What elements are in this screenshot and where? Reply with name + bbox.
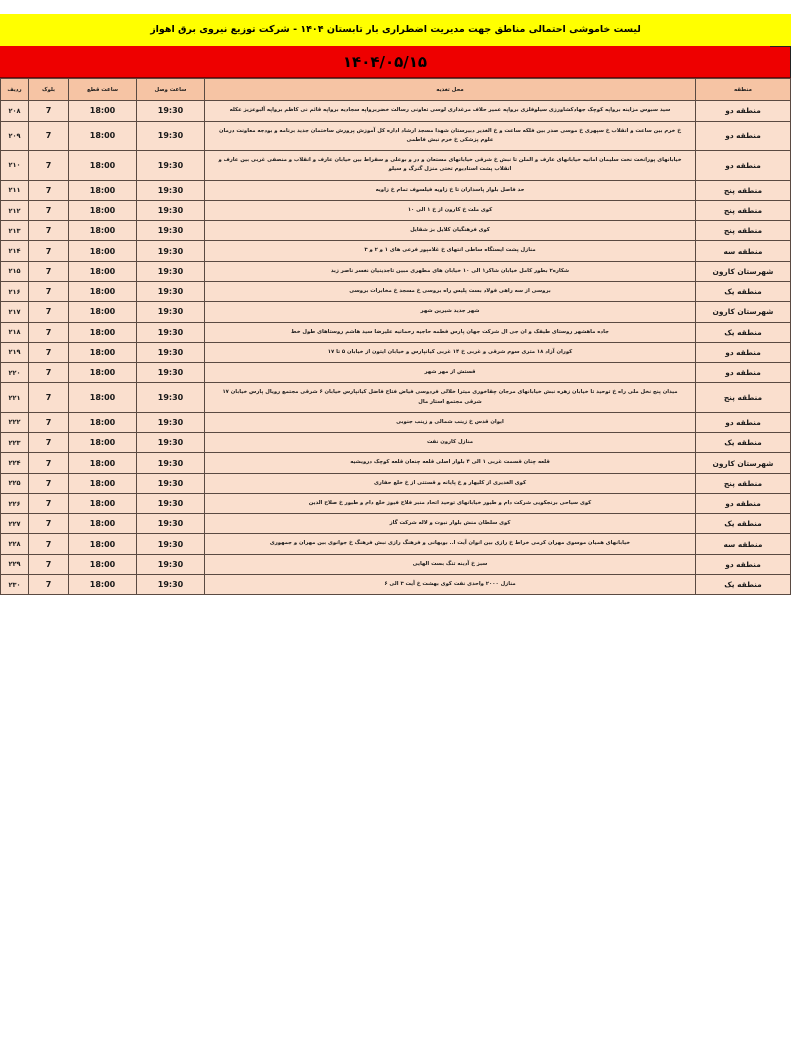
cell-region: منطقه یک <box>696 514 791 534</box>
table-row <box>1 261 791 281</box>
cell-row-number: ۲۳۰ <box>1 574 29 594</box>
cell-row-number: ۲۱۰ <box>1 151 29 181</box>
cell-region: منطقه دو <box>696 412 791 432</box>
cell-row-number: ۲۲۱ <box>1 383 29 413</box>
cell-row-number: ۲۲۹ <box>1 554 29 574</box>
cell-off-time: 18:00 <box>69 493 137 513</box>
cell-block: 7 <box>29 363 69 383</box>
cell-off-time: 18:00 <box>69 322 137 342</box>
column-header-on-time: ساعت وصل <box>137 79 205 101</box>
cell-row-number: ۲۲۸ <box>1 534 29 554</box>
cell-feed-location: خیابانهای همیان موسوی مهران کرمی خراط خ رازی بین انوان آیت ا.. بوبهانی و فرهنگ رازی نبش فرهنگ خ جوانوی بین مهران و جمهوری <box>205 534 696 554</box>
cell-on-time: 19:30 <box>137 200 205 220</box>
cell-region: منطقه یک <box>696 574 791 594</box>
cell-row-number: ۲۲۳ <box>1 433 29 453</box>
table-row <box>1 221 791 241</box>
cell-off-time: 18:00 <box>69 453 137 473</box>
table-row <box>1 282 791 302</box>
cell-feed-location: میدان پنج نخل ملی راه خ توحید تا خیابان زهره نبش خیابانهای مرجان چقاخوری میترا خلالی فردوسی فیاض فتاح فاضل کیانپارس خیابان ۶ شرقی مجتمع رویال پارس خیابان ۱۷ شرقی مجتمع استار مال <box>205 383 696 413</box>
table-row <box>1 241 791 261</box>
cell-region: شهرستان کارون <box>696 261 791 281</box>
cell-off-time: 18:00 <box>69 363 137 383</box>
cell-off-time: 18:00 <box>69 383 137 413</box>
cell-off-time: 18:00 <box>69 342 137 362</box>
cell-feed-location: خ خرم بین ساعت و انقلاب خ سپهری خ موسی صدر بین فلکه ساعت و خ الغدیر دبیرستان شهدا مسجد ارشاد اداره کل آموزش پرورش ساختمان جدید برنامه و بودجه معاونت درمان علوم پزشکی خ خرم نبش فاطمی <box>205 121 696 151</box>
cell-feed-location: حد فاصل بلوار پاسداران تا خ زاویه فیلسوف تمام خ زاویه <box>205 180 696 200</box>
cell-block: 7 <box>29 383 69 413</box>
cell-on-time: 19:30 <box>137 554 205 574</box>
column-header-feed-location: محل تغذیه <box>205 79 696 101</box>
cell-row-number: ۲۲۶ <box>1 493 29 513</box>
table-row <box>1 121 791 151</box>
cell-on-time: 19:30 <box>137 151 205 181</box>
table-row <box>1 453 791 473</box>
table-header-row <box>1 79 791 101</box>
table-row <box>1 433 791 453</box>
date-banner-row <box>0 46 791 78</box>
cell-feed-location: قلعه چنان قسمت غربی ۱ الی ۴ بلوار اصلی قلعه چنعان قلعه کوچک درویشیه <box>205 453 696 473</box>
cell-on-time: 19:30 <box>137 101 205 121</box>
cell-feed-location: کوی سیاحی برنجکویی شرکت دام و طیور خیابانهای توحید اتحاد منبر فلاح فیوز خلع دام و طیور خ صلاح الدین <box>205 493 696 513</box>
cell-on-time: 19:30 <box>137 363 205 383</box>
cell-row-number: ۲۲۴ <box>1 453 29 473</box>
date-banner-cap <box>770 46 791 78</box>
cell-block: 7 <box>29 473 69 493</box>
cell-on-time: 19:30 <box>137 221 205 241</box>
cell-on-time: 19:30 <box>137 433 205 453</box>
cell-region: منطقه پنج <box>696 473 791 493</box>
cell-feed-location: کوران آزاد ۱۸ متری سوم شرقی و غربی خ ۱۴ غربی کیانپارس و خیابان ایتون از خیابان ۵ تا ۱۷ <box>205 342 696 362</box>
table-row <box>1 151 791 181</box>
cell-block: 7 <box>29 433 69 453</box>
table-row <box>1 302 791 322</box>
cell-off-time: 18:00 <box>69 101 137 121</box>
cell-on-time: 19:30 <box>137 534 205 554</box>
cell-off-time: 18:00 <box>69 534 137 554</box>
cell-region: منطقه پنج <box>696 221 791 241</box>
cell-block: 7 <box>29 221 69 241</box>
cell-region: منطقه پنج <box>696 383 791 413</box>
cell-on-time: 19:30 <box>137 322 205 342</box>
cell-region: منطقه دو <box>696 342 791 362</box>
cell-row-number: ۲۱۴ <box>1 241 29 261</box>
cell-feed-location: ایوان قدس خ زینب شمالی و زینب جنوبی <box>205 412 696 432</box>
cell-row-number: ۲۱۸ <box>1 322 29 342</box>
cell-block: 7 <box>29 412 69 432</box>
table-row <box>1 342 791 362</box>
table-row <box>1 514 791 534</box>
schedule-date: ۱۴۰۴/۰۵/۱۵ <box>0 46 770 78</box>
cell-block: 7 <box>29 302 69 322</box>
cell-off-time: 18:00 <box>69 221 137 241</box>
page-title-banner: لیست خاموشی احتمالی مناطق جهت مدیریت اضطراری بار تابستان ۱۴۰۴ - شرکت توزیع نیروی برق اهواز <box>0 14 791 46</box>
table-row <box>1 554 791 574</box>
cell-feed-location: جاده ماهشهر روستای طیفک و ان جی ال شرکت جهان پارس فطمه حاجیه رحمانیه علیرضا سید هاشم روستاهای طول خط <box>205 322 696 342</box>
cell-feed-location: منازل کارون نفت <box>205 433 696 453</box>
column-header-row-number: ردیف <box>1 79 29 101</box>
cell-row-number: ۲۱۶ <box>1 282 29 302</box>
cell-off-time: 18:00 <box>69 200 137 220</box>
cell-off-time: 18:00 <box>69 241 137 261</box>
cell-on-time: 19:30 <box>137 342 205 362</box>
cell-feed-location: منازل پشت ایستگاه ساطی انتهای خ غلامپور فرعی های ۱ و ۲ و ۳ <box>205 241 696 261</box>
cell-on-time: 19:30 <box>137 282 205 302</box>
cell-block: 7 <box>29 261 69 281</box>
cell-feed-location: قستش از مهر شهر <box>205 363 696 383</box>
cell-region: منطقه یک <box>696 282 791 302</box>
cell-block: 7 <box>29 342 69 362</box>
cell-on-time: 19:30 <box>137 302 205 322</box>
cell-block: 7 <box>29 180 69 200</box>
cell-on-time: 19:30 <box>137 241 205 261</box>
cell-region: منطقه سه <box>696 534 791 554</box>
cell-feed-location: کوی فرهنگیان کلایل بز شقایل <box>205 221 696 241</box>
cell-row-number: ۲۱۷ <box>1 302 29 322</box>
cell-region: منطقه دو <box>696 151 791 181</box>
column-header-region: منطقه <box>696 79 791 101</box>
cell-off-time: 18:00 <box>69 302 137 322</box>
cell-off-time: 18:00 <box>69 180 137 200</box>
cell-on-time: 19:30 <box>137 121 205 151</box>
cell-region: شهرستان کارون <box>696 302 791 322</box>
cell-row-number: ۲۲۰ <box>1 363 29 383</box>
cell-feed-location: سید سبوس مزاینه برواپه کوچک جهادکشاورزی سیلوفلزی برواپه عمیر حلاف مرغداری لوسی تعاونی رسالت خضربرواپه سجادیه برواپه قائم نی کاظم برواپه آلبوعزیز عکله <box>205 101 696 121</box>
cell-off-time: 18:00 <box>69 151 137 181</box>
cell-row-number: ۲۱۱ <box>1 180 29 200</box>
cell-block: 7 <box>29 453 69 473</box>
cell-off-time: 18:00 <box>69 121 137 151</box>
cell-block: 7 <box>29 322 69 342</box>
cell-region: منطقه دو <box>696 101 791 121</box>
cell-row-number: ۲۲۵ <box>1 473 29 493</box>
cell-row-number: ۲۱۹ <box>1 342 29 362</box>
cell-feed-location: شهر جدید شیرین شهر <box>205 302 696 322</box>
cell-block: 7 <box>29 554 69 574</box>
cell-on-time: 19:30 <box>137 453 205 473</box>
table-row <box>1 363 791 383</box>
cell-feed-location: کوی الغدیری از کلیهار و خ پایانه و قستتی از خ خلع حفاری <box>205 473 696 493</box>
cell-off-time: 18:00 <box>69 282 137 302</box>
cell-feed-location: منازل ۲۰۰۰ واحدی نفت کوی بهشت خ آیت ۳ الی ۶ <box>205 574 696 594</box>
cell-row-number: ۲۰۸ <box>1 101 29 121</box>
cell-off-time: 18:00 <box>69 554 137 574</box>
table-header <box>1 79 791 101</box>
cell-block: 7 <box>29 200 69 220</box>
table-row <box>1 493 791 513</box>
table-row <box>1 322 791 342</box>
table-row <box>1 574 791 594</box>
cell-block: 7 <box>29 534 69 554</box>
cell-row-number: ۲۲۲ <box>1 412 29 432</box>
cell-block: 7 <box>29 241 69 261</box>
table-body <box>1 101 791 595</box>
cell-on-time: 19:30 <box>137 180 205 200</box>
outage-schedule-table <box>0 78 791 595</box>
cell-block: 7 <box>29 574 69 594</box>
cell-row-number: ۲۱۲ <box>1 200 29 220</box>
cell-row-number: ۲۱۳ <box>1 221 29 241</box>
table-row <box>1 534 791 554</box>
cell-row-number: ۲۲۷ <box>1 514 29 534</box>
cell-feed-location: کوی ملت خ کارون از خ ۱ الی ۱۰ <box>205 200 696 220</box>
cell-on-time: 19:30 <box>137 574 205 594</box>
cell-on-time: 19:30 <box>137 493 205 513</box>
cell-on-time: 19:30 <box>137 261 205 281</box>
cell-region: منطقه یک <box>696 322 791 342</box>
cell-on-time: 19:30 <box>137 473 205 493</box>
cell-region: منطقه دو <box>696 121 791 151</box>
cell-off-time: 18:00 <box>69 261 137 281</box>
cell-region: منطقه پنج <box>696 180 791 200</box>
cell-off-time: 18:00 <box>69 574 137 594</box>
table-row <box>1 473 791 493</box>
cell-on-time: 19:30 <box>137 514 205 534</box>
column-header-off-time: ساعت قطع <box>69 79 137 101</box>
cell-off-time: 18:00 <box>69 473 137 493</box>
cell-feed-location: شکاره۲ بطور کامل خیابان شاکر۱ الی ۱۰ خیابان های مطهری مبین تاجدینیان نغسر ناصر زبد <box>205 261 696 281</box>
cell-region: منطقه دو <box>696 493 791 513</box>
cell-region: منطقه یک <box>696 433 791 453</box>
cell-row-number: ۲۰۹ <box>1 121 29 151</box>
cell-block: 7 <box>29 151 69 181</box>
cell-block: 7 <box>29 121 69 151</box>
table-row <box>1 383 791 413</box>
column-header-block: بلوک <box>29 79 69 101</box>
cell-off-time: 18:00 <box>69 412 137 432</box>
outage-schedule-page <box>0 14 791 1038</box>
cell-block: 7 <box>29 282 69 302</box>
cell-region: منطقه دو <box>696 554 791 574</box>
cell-feed-location: کوی سلطان منش بلوار نبوت و لاله شرکت گاز <box>205 514 696 534</box>
table-row <box>1 180 791 200</box>
cell-feed-location: خیابانهای پورانخت نخت سلیمان امانیه خیابانهای عارف و الملن تا نبش خ شرقی خیابانهای مستعان و در و بوعلی و سقراط بین خیابان عارف و انقلاب و منصفی غربی بین عارف و انقلاب پشت استادیوم تختی منزل گنرگ و سیلو <box>205 151 696 181</box>
cell-off-time: 18:00 <box>69 433 137 453</box>
cell-block: 7 <box>29 101 69 121</box>
cell-block: 7 <box>29 514 69 534</box>
cell-on-time: 19:30 <box>137 412 205 432</box>
cell-region: منطقه دو <box>696 363 791 383</box>
cell-block: 7 <box>29 493 69 513</box>
cell-feed-location: سبز خ آدینه تنگ بست الهایی <box>205 554 696 574</box>
cell-feed-location: بروسی از سه راهی فولاد بست پلیس راه بروسی خ مسجد خ مخابرات بروسی <box>205 282 696 302</box>
cell-row-number: ۲۱۵ <box>1 261 29 281</box>
cell-off-time: 18:00 <box>69 514 137 534</box>
cell-region: شهرستان کارون <box>696 453 791 473</box>
cell-on-time: 19:30 <box>137 383 205 413</box>
cell-region: منطقه پنج <box>696 200 791 220</box>
table-row <box>1 412 791 432</box>
table-row <box>1 101 791 121</box>
table-row <box>1 200 791 220</box>
cell-region: منطقه سه <box>696 241 791 261</box>
